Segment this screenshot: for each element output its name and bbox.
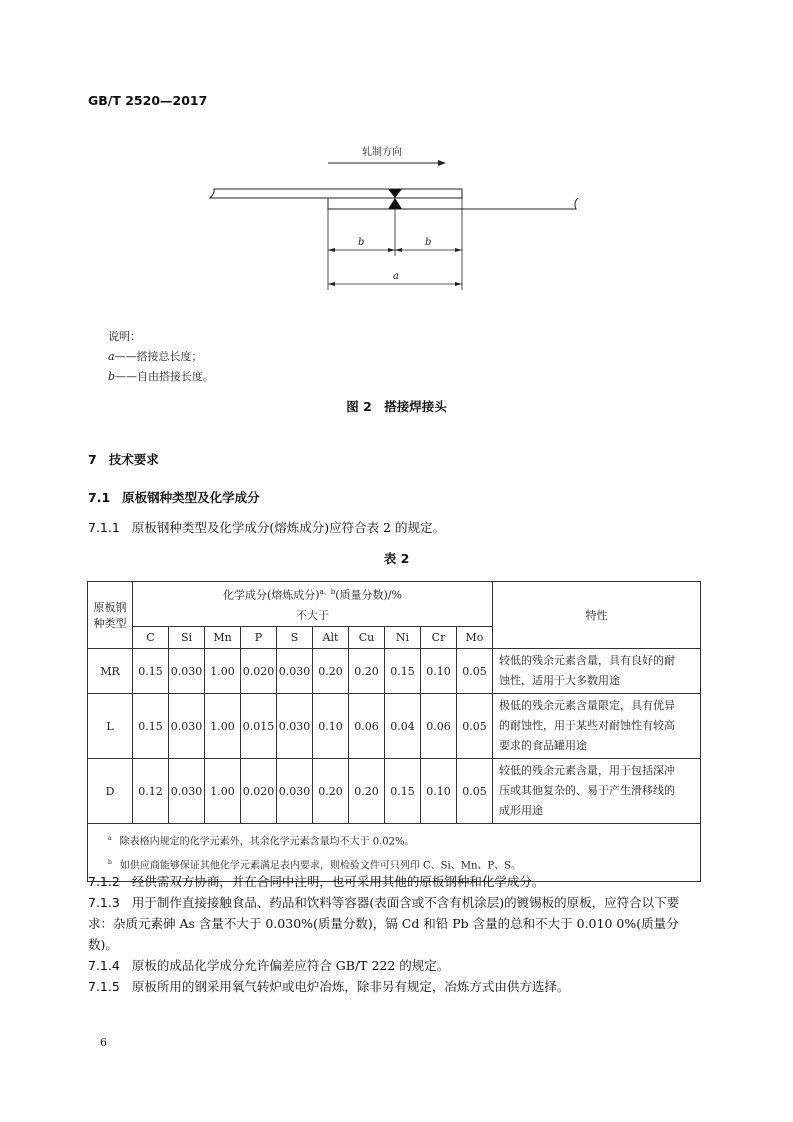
chemical-composition-table (87, 581, 701, 882)
cell-value: 0.05 (457, 694, 493, 759)
direction-arrow (328, 160, 446, 166)
table-row (88, 649, 701, 694)
cell-value: 0.030 (277, 694, 313, 759)
corner-header-line: 种类型 (93, 617, 127, 630)
section-title: 原板钢种类型及化学成分 (122, 490, 260, 505)
element-header-si: Si (169, 627, 205, 649)
property-line: 的耐蚀性，用于某些对耐蚀性有较高 (499, 719, 675, 732)
legend-symbol: b (108, 370, 116, 383)
row-property (493, 759, 701, 824)
para-7-1-4 (88, 955, 700, 976)
para-text: 用于制作直接接触食品、药品和饮料等容器(表面含或不含有机涂层)的镀锡板的原板，应符合以下要求：杂质元素砷 As 含量不大于 0.030%(质量分数)，镉 Cd 和铅 Pb 含量的总和不大于 0.010 0%(质量分数)。 (88, 895, 680, 952)
table-caption: 表 2 (383, 551, 410, 566)
row-property (493, 694, 701, 759)
cell-value: 0.030 (169, 694, 205, 759)
cell-value: 1.00 (205, 759, 241, 824)
element-header-cr: Cr (421, 627, 457, 649)
row-type: MR (88, 649, 133, 694)
cell-value: 0.10 (421, 649, 457, 694)
property-line: 要求的食品罐用途 (499, 739, 587, 752)
element-header-alt: Alt (313, 627, 349, 649)
section-number: 7 (88, 452, 97, 467)
cell-value: 0.15 (385, 649, 421, 694)
property-line: 蚀性，适用于大多数用途 (499, 674, 620, 687)
group-header-line2: 不大于 (296, 608, 329, 622)
cell-value: 0.20 (313, 649, 349, 694)
para-number: 7.1.5 (88, 979, 120, 994)
cell-value: 0.020 (241, 759, 277, 824)
group-header-tail: (质量分数)/% (335, 588, 402, 602)
para-number: 7.1.1 (88, 520, 120, 535)
section-title: 技术要求 (108, 452, 159, 467)
lower-plate (328, 198, 578, 209)
para-7-1-5 (88, 976, 700, 997)
dim-b-right: b (425, 237, 432, 248)
table-row (88, 694, 701, 759)
legend-text: ——搭接总长度； (114, 350, 203, 363)
weld-top (388, 189, 402, 198)
para-number: 7.1.3 (88, 895, 120, 910)
legend-item-b (108, 368, 214, 384)
group-header (133, 582, 493, 627)
cell-value: 0.20 (349, 649, 385, 694)
element-header-mo: Mo (457, 627, 493, 649)
cell-value: 0.10 (421, 759, 457, 824)
row-type: L (88, 694, 133, 759)
legend-text: ——自由搭接长度。 (115, 370, 215, 383)
property-header: 特性 (493, 582, 701, 649)
element-header-ni: Ni (385, 627, 421, 649)
para-text: 原板钢种类型及化学成分(熔炼成分)应符合表 2 的规定。 (131, 520, 445, 535)
cell-value: 0.030 (277, 649, 313, 694)
para-7-1-3 (88, 892, 700, 955)
row-property (493, 649, 701, 694)
cell-value: 0.04 (385, 694, 421, 759)
cell-value: 0.015 (241, 694, 277, 759)
cell-value: 1.00 (205, 694, 241, 759)
cell-value: 0.20 (349, 759, 385, 824)
cell-value: 0.15 (133, 649, 169, 694)
corner-header (88, 582, 133, 649)
standard-code: GB/T 2520—2017 (88, 93, 208, 108)
direction-label: 轧制方向 (362, 147, 402, 158)
property-line: 较低的残余元素含量，具有良好的耐 (499, 654, 675, 667)
property-line: 压或其他复杂的、易于产生滑移线的 (499, 784, 675, 797)
para-7-1-1 (88, 518, 445, 536)
weld-bottom (388, 198, 402, 209)
legend-item-a (108, 348, 203, 364)
group-header-sup: a、b (319, 588, 336, 597)
para-7-1-2 (88, 871, 700, 892)
dim-b-left: b (358, 237, 365, 248)
para-number: 7.1.4 (88, 958, 120, 973)
section-7-1-heading (88, 488, 260, 506)
cell-value: 0.030 (169, 649, 205, 694)
section-7-heading (88, 450, 159, 468)
cell-value: 0.05 (457, 649, 493, 694)
dim-a: a (393, 271, 399, 282)
footnote (108, 828, 680, 852)
element-header-cu: Cu (349, 627, 385, 649)
page-number: 6 (100, 1036, 107, 1049)
cell-value: 0.030 (277, 759, 313, 824)
legend-symbol: a (108, 350, 115, 363)
table-row (88, 759, 701, 824)
para-number: 7.1.2 (88, 874, 120, 889)
para-text: 经供需双方协商，并在合同中注明，也可采用其他的原板钢种和化学成分。 (131, 874, 545, 889)
group-header-text: 化学成分(熔炼成分) (223, 588, 320, 602)
section-number: 7.1 (88, 490, 111, 505)
para-text: 原板的成品化学成分允许偏差应符合 GB/T 222 的规定。 (131, 958, 450, 973)
element-header-c: C (133, 627, 169, 649)
property-line: 较低的残余元素含量，用于包括深冲 (499, 764, 675, 777)
lap-weld-figure (200, 138, 600, 298)
cell-value: 0.15 (385, 759, 421, 824)
element-header-s: S (277, 627, 313, 649)
footnote-mark: b (108, 859, 112, 867)
cell-value: 0.20 (313, 759, 349, 824)
corner-header-line: 原板钢 (93, 601, 127, 614)
cell-value: 0.05 (457, 759, 493, 824)
cell-value: 0.12 (133, 759, 169, 824)
element-header-p: P (241, 627, 277, 649)
upper-plate (210, 189, 462, 198)
footnote-text: 如供应商能够保证其他化学元素满足表内要求，则检验文件可只列印 C、Si、Mn、P、S。 (119, 860, 521, 872)
footnote-text: 除表格内规定的化学元素外，其余化学元素含量均不大于 0.02%。 (119, 836, 415, 848)
cell-value: 0.030 (169, 759, 205, 824)
cell-value: 1.00 (205, 649, 241, 694)
cell-value: 0.10 (313, 694, 349, 759)
cell-value: 0.020 (241, 649, 277, 694)
para-text: 原板所用的钢采用氧气转炉或电炉冶炼，除非另有规定，冶炼方式由供方选择。 (131, 979, 570, 994)
footnote-mark: a (108, 835, 112, 842)
legend-title: 说明： (108, 330, 141, 343)
figure-caption: 图 2 搭接焊接头 (346, 399, 447, 414)
row-type: D (88, 759, 133, 824)
property-line: 极低的残余元素含量限定，具有优异 (499, 699, 675, 712)
property-line: 成形用途 (499, 804, 543, 817)
element-header-mn: Mn (205, 627, 241, 649)
cell-value: 0.06 (421, 694, 457, 759)
cell-value: 0.06 (349, 694, 385, 759)
cell-value: 0.15 (133, 694, 169, 759)
